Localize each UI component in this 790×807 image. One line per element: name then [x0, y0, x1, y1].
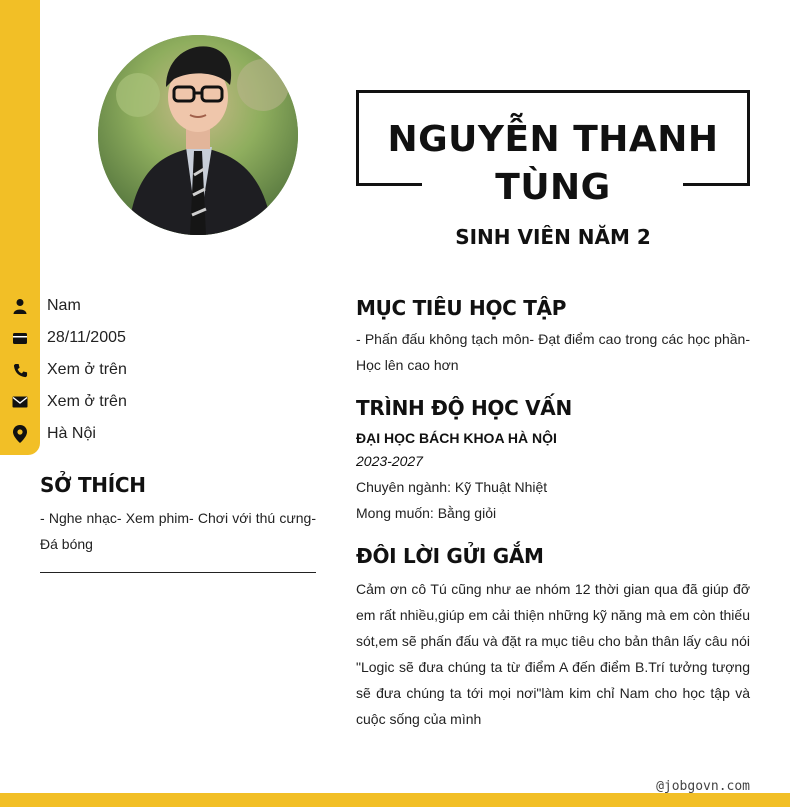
mail-icon — [0, 386, 40, 418]
avatar — [98, 35, 298, 235]
hobbies-divider — [40, 572, 316, 573]
contact-location-text: Hà Nội — [47, 425, 96, 442]
contact-location — [0, 418, 96, 450]
education-school: ĐẠI HỌC BÁCH KHOA HÀ NỘI — [356, 430, 557, 446]
education-years: 2023-2027 — [356, 453, 423, 469]
contact-birthday-text: 28/11/2005 — [47, 329, 126, 346]
profile-photo — [98, 35, 298, 235]
contact-birthday — [0, 322, 126, 354]
accent-footer-bar — [0, 793, 790, 807]
contact-gender-text: Nam — [47, 297, 81, 314]
education-heading: TRÌNH ĐỘ HỌC VẤN — [356, 396, 572, 420]
full-name: NGUYỄN THANH TÙNG — [387, 119, 719, 208]
contact-email-text: Xem ở trên — [47, 393, 127, 410]
location-pin-icon — [0, 418, 40, 450]
job-title: SINH VIÊN NĂM 2 — [455, 225, 651, 249]
objective-heading: MỤC TIÊU HỌC TẬP — [356, 296, 567, 320]
watermark: @jobgovn.com — [656, 779, 750, 794]
message-text: Cảm ơn cô Tú cũng như ae nhóm 12 thời gian qua đã giúp đỡ em rất nhiều,giúp em cải thiện những kỹ năng mà em còn thiếu sót,em sẽ phấn đấu và đặt ra mục tiêu cho bản thân lấy câu nói "Logic sẽ đưa chúng ta từ điểm A đến điểm B.Trí tưởng tượng sẽ đưa chúng ta tới mọi nơi"làm kim chỉ Nam cho học tập và cuộc sống của mình — [356, 581, 750, 727]
contact-gender — [0, 290, 81, 322]
education-goal: Mong muốn: Bằng giỏi — [356, 505, 497, 521]
calendar-icon — [0, 322, 40, 354]
education-major: Chuyên ngành: Kỹ Thuật Nhiệt — [356, 479, 548, 495]
contact-email — [0, 386, 127, 418]
objective-text: - Phấn đấu không tạch môn- Đạt điểm cao trong các học phần- Học lên cao hơn — [356, 331, 750, 373]
phone-icon — [0, 354, 40, 386]
contact-phone-text: Xem ở trên — [47, 361, 127, 378]
contact-phone — [0, 354, 127, 386]
person-icon — [0, 290, 40, 322]
message-heading: ĐÔI LỜI GỬI GẮM — [356, 544, 544, 568]
hobbies-text: - Nghe nhạc- Xem phim- Chơi với thú cưng- Đá bóng — [40, 510, 316, 552]
hobbies-heading: SỞ THÍCH — [40, 473, 146, 497]
